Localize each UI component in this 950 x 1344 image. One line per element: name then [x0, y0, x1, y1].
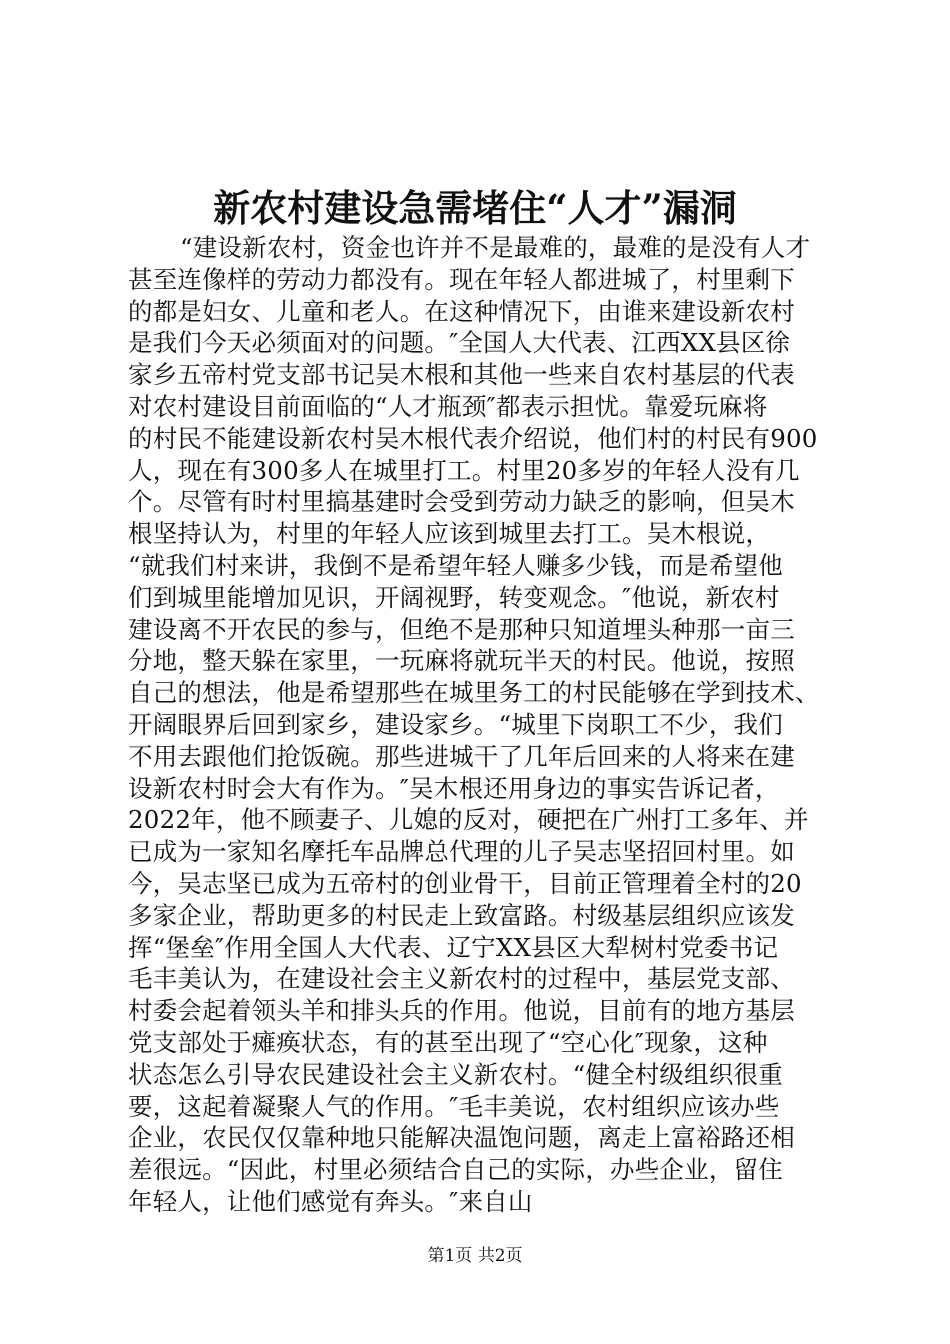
text-line: 年轻人，让他们感觉有奔头。″来自山 [128, 1186, 533, 1216]
text-line: “建设新农村，资金也许并不是最难的，最难的是没有人才 [180, 233, 811, 262]
text-line: 设新农村时会大有作为。″吴木根还用身边的事实告诉记者， [128, 773, 780, 803]
text-line: 的村民不能建设新农村吴木根代表介绍说，他们村的村民有900 [128, 423, 818, 453]
text-line: 毛丰美认为，在建设社会主义新农村的过程中，基层党支部、 [128, 964, 795, 994]
text-line: 挥“堡垒″作用全国人大代表、辽宁XX县区大犁树村党委书记 [128, 932, 779, 962]
text-line: 对农村建设目前面临的“人才瓶颈″都表示担忧。靠爱玩麻将 [128, 391, 768, 421]
text-line: 开阔眼界后回到家乡，建设家乡。“城里下岗职工不少，我们 [128, 709, 783, 739]
text-line: 甚至连像样的劳动力都没有。现在年轻人都进城了，村里剩下 [128, 264, 795, 294]
document-title: 新农村建设急需堵住“人才”漏洞 [213, 186, 737, 230]
text-line: 企业，农民仅仅靠种地只能解决温饱问题，离走上富裕路还相 [128, 1123, 795, 1153]
text-line: 状态怎么引导农民建设社会主义新农村。“健全村级组织很重 [128, 1059, 783, 1089]
text-line: 2022年，他不顾妻子、儿媳的反对，硬把在广州打工多年、并 [128, 805, 809, 835]
text-line: 人，现在有300多人在城里打工。村里20多岁的年轻人没有几 [128, 455, 800, 485]
text-line: 根坚持认为，村里的年轻人应该到城里去打工。吴木根说， [128, 519, 771, 549]
text-line: 差很远。“因此，村里必须结合自己的实际，办些企业，留住 [128, 1155, 783, 1185]
text-line: 要，这起着凝聚人气的作用。″毛丰美说，农村组织应该办些 [128, 1091, 780, 1121]
article-body [128, 232, 828, 1218]
text-line: 已成为一家知名摩托车品牌总代理的儿子吴志坚招回村里。如 [128, 837, 795, 867]
text-line: 是我们今天必须面对的问题。″全国人大代表、江西XX县区徐 [128, 328, 791, 358]
text-line: 们到城里能增加见识，开阔视野，转变观念。″他说，新农村 [128, 582, 780, 612]
text-line: 建设离不开农民的参与，但绝不是那种只知道埋头种那一亩三 [128, 614, 795, 644]
text-line: 分地，整天躲在家里，一玩麻将就玩半天的村民。他说，按照 [128, 646, 795, 676]
text-line: 自己的想法，他是希望那些在城里务工的村民能够在学到技术、 [128, 678, 820, 708]
text-line: 的都是妇女、儿童和老人。在这种情况下，由谁来建设新农村 [128, 296, 795, 326]
text-line: 多家企业，帮助更多的村民走上致富路。村级基层组织应该发 [128, 900, 795, 930]
text-line: 个。尽管有时村里搞基建时会受到劳动力缺乏的影响，但吴木 [128, 487, 795, 517]
text-line: 家乡五帝村党支部书记吴木根和其他一些来自农村基层的代表 [128, 360, 795, 390]
text-line: 村委会起着领头羊和排头兵的作用。他说，目前有的地方基层 [128, 996, 795, 1026]
text-line: 党支部处于瘫痪状态，有的甚至出现了“空心化″现象，这种 [128, 1027, 768, 1057]
text-line: 不用去跟他们抢饭碗。那些进城干了几年后回来的人将来在建 [128, 741, 795, 771]
text-line: 今，吴志坚已成为五帝村的创业骨干，目前正管理着全村的20 [128, 868, 802, 898]
text-line: “就我们村来讲，我倒不是希望年轻人赚多少钱，而是希望他 [128, 550, 783, 580]
page-footer: 第1页 共2页 [427, 1246, 523, 1266]
